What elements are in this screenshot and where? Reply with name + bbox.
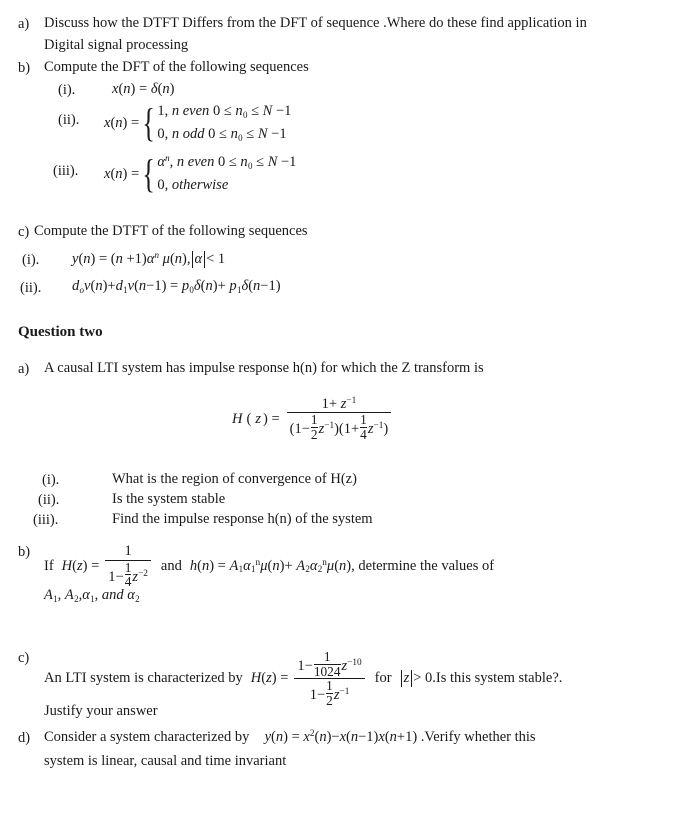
item-b-ii-equation: x ( n ) = { 1, n even $0 \le n_0 \le N -1$ 0, n odd $0 \le n_0 \le N -1$ — [104, 100, 292, 146]
q2-b-hz-fraction — [105, 544, 151, 589]
frac-one-quarter-2: $\frac{1}{4}$ — [124, 559, 132, 590]
item-b-marker: b) — [18, 60, 31, 76]
item-b-iii-marker: (iii). — [53, 163, 79, 179]
q2-item-c-marker: c) — [18, 650, 30, 666]
q2-c-prefix: An LTI system is characterized by — [44, 670, 243, 687]
item-c-text: Compute the DTFT of the following sequences — [34, 223, 308, 239]
case-brace-icon-2: { — [142, 151, 156, 197]
q2-b-conjunction: and — [160, 558, 182, 575]
case-line-4: 0, otherwise — [157, 177, 229, 194]
q2-item-b-marker: b) — [18, 544, 31, 560]
item-c-i-equation: $y(n) = (n +1)\alpha^n$ μ(n), α < 1 — [72, 251, 226, 267]
q2-b-prefix: If — [44, 558, 54, 575]
q2-item-d-line1: Consider a system characterized by $y(n) = x^2(n)-x(n-1)x(n+1)$ .Verify whether this — [44, 729, 536, 745]
item-c-marker: c) — [18, 224, 30, 240]
item-b-iii-equation: x ( n ) = { $\alpha^n$, n even $0 \le n_0 \le N -1$ 0, otherwise — [104, 151, 297, 197]
q2-c-suffix: .Is this system stable?. — [432, 670, 563, 687]
q2-b-values-line: $A_1$, $A_2,\alpha_1$, and $\alpha_2$ — [44, 587, 140, 604]
q2-c-hz-lhs: H — [250, 670, 262, 687]
math-xn-lhs-2: x — [104, 114, 111, 131]
q2-b-hz-lhs: H — [61, 558, 73, 575]
item-c-i-marker: (i). — [22, 252, 40, 268]
q2-c-hz-numerator: 1− $\frac{1}{1024}$ $z^{-10}$ — [297, 649, 362, 679]
q2-b-suffix: , determine the values of — [351, 558, 495, 575]
q2-item-d-line2: system is linear, causal and time invariant — [44, 753, 287, 769]
q2-item-d-marker: d) — [18, 730, 31, 746]
math-xn-lhs-3: x — [104, 165, 111, 182]
frac-one-quarter: $\frac{1}{4}$ — [360, 412, 367, 443]
q2-a-iii-marker: (iii). — [33, 512, 59, 528]
q2-item-a-marker: a) — [18, 361, 30, 377]
hz-numerator: $1+ z^{-1}$ — [321, 395, 357, 412]
hz-fraction — [287, 396, 392, 442]
q2-d-post: .Verify whether this — [420, 729, 536, 745]
q2-a-i-marker: (i). — [42, 472, 60, 488]
q2-hz-formula: H ( z ) = $1+ z^{-1}$ (1− $\frac{1}{2}$ $z^{-1})(1+$ $\frac{1}{4}$ $z^{-1}$) — [232, 396, 393, 442]
q2-b-hn: h — [189, 558, 198, 575]
math-xn-lhs: x — [112, 81, 119, 97]
case-brace-icon: { — [142, 100, 156, 146]
math-delta: δ — [150, 81, 158, 97]
hz-lhs: H — [232, 410, 243, 427]
item-c-ii-marker: (ii). — [20, 280, 42, 296]
item-a-marker: a) — [18, 16, 30, 32]
equals-sign: = — [139, 81, 148, 97]
case-line-2: 0, n odd $0 \le n_0 \le N -1$ — [157, 126, 287, 143]
case-line-1: 1, n even $0 \le n_0 \le N -1$ — [157, 103, 292, 120]
q2-c-hz-fraction — [294, 650, 364, 707]
q2-c-mid: for — [374, 670, 392, 687]
q2-a-ii-marker: (ii). — [38, 492, 60, 508]
abs-alpha: α — [192, 251, 206, 268]
q2-a-iii-text: Find the impulse response h(n) of the system — [112, 511, 373, 527]
item-c-ii-equation: $d_ov(n)+d_1v(n-1) = p_0\delta(n)+ p_1\delta(n-1)$ — [72, 278, 281, 295]
q2-item-b-row: If H ( z ) = 1 1− $\frac{1}{4}$ $z^{-2}$ and h ( n ) = $A_1$ $\alpha_1^n$ μ ( n )+ $A_2$ $\alpha_2^n$ μ ( n ) , determine the values of — [44, 543, 495, 590]
q2-b-hz-numerator: 1 — [124, 543, 132, 559]
q2-a-i-text: What is the region of convergence of H(z) — [112, 471, 357, 487]
frac-one-1024: $\frac{1}{1024}$ — [313, 649, 341, 679]
q2-item-c-row: An LTI system is characterized by H ( z ) = 1− $\frac{1}{1024}$ $z^{-10}$ 1− $\frac{1}{2}$ $z^{-1}$ for z > 0 .Is this system stable?. — [44, 649, 563, 708]
q2-item-a-text: A causal LTI system has impulse response h(n) for which the Z transform is — [44, 360, 484, 376]
q2-a-ii-text: Is the system stable — [112, 491, 226, 507]
item-b-i-equation: x(n) = δ(n) — [112, 81, 175, 97]
q2-c-hz-denominator: 1− $\frac{1}{2}$ $z^{-1}$ — [294, 678, 364, 707]
item-b-text: Compute the DFT of the following sequences — [44, 59, 309, 75]
frac-one-half: $\frac{1}{2}$ — [310, 412, 318, 443]
item-a-line2: Digital signal processing — [44, 37, 189, 53]
abs-z: z — [401, 670, 413, 687]
hz-denominator: (1− $\frac{1}{2}$ $z^{-1})(1+$ $\frac{1}{4}$ $z^{-1}$) — [287, 412, 392, 441]
q2-c-justify: Justify your answer — [44, 703, 158, 719]
case-line-3: $\alpha^n$, n even $0 \le n_0 \le N -1$ — [157, 154, 297, 171]
question-two-heading: Question two — [18, 324, 103, 340]
item-a-line1: Discuss how the DTFT Differs from the DFT of sequence .Where do these find application in — [44, 15, 587, 31]
frac-one-half-2: $\frac{1}{2}$ — [326, 678, 333, 708]
item-b-ii-marker: (ii). — [58, 112, 80, 128]
q2-d-pre: Consider a system characterized by — [44, 729, 250, 745]
q2-b-hz-denominator: 1− $\frac{1}{4}$ $z^{-2}$ — [105, 560, 151, 589]
item-b-i-marker: (i). — [58, 82, 76, 98]
